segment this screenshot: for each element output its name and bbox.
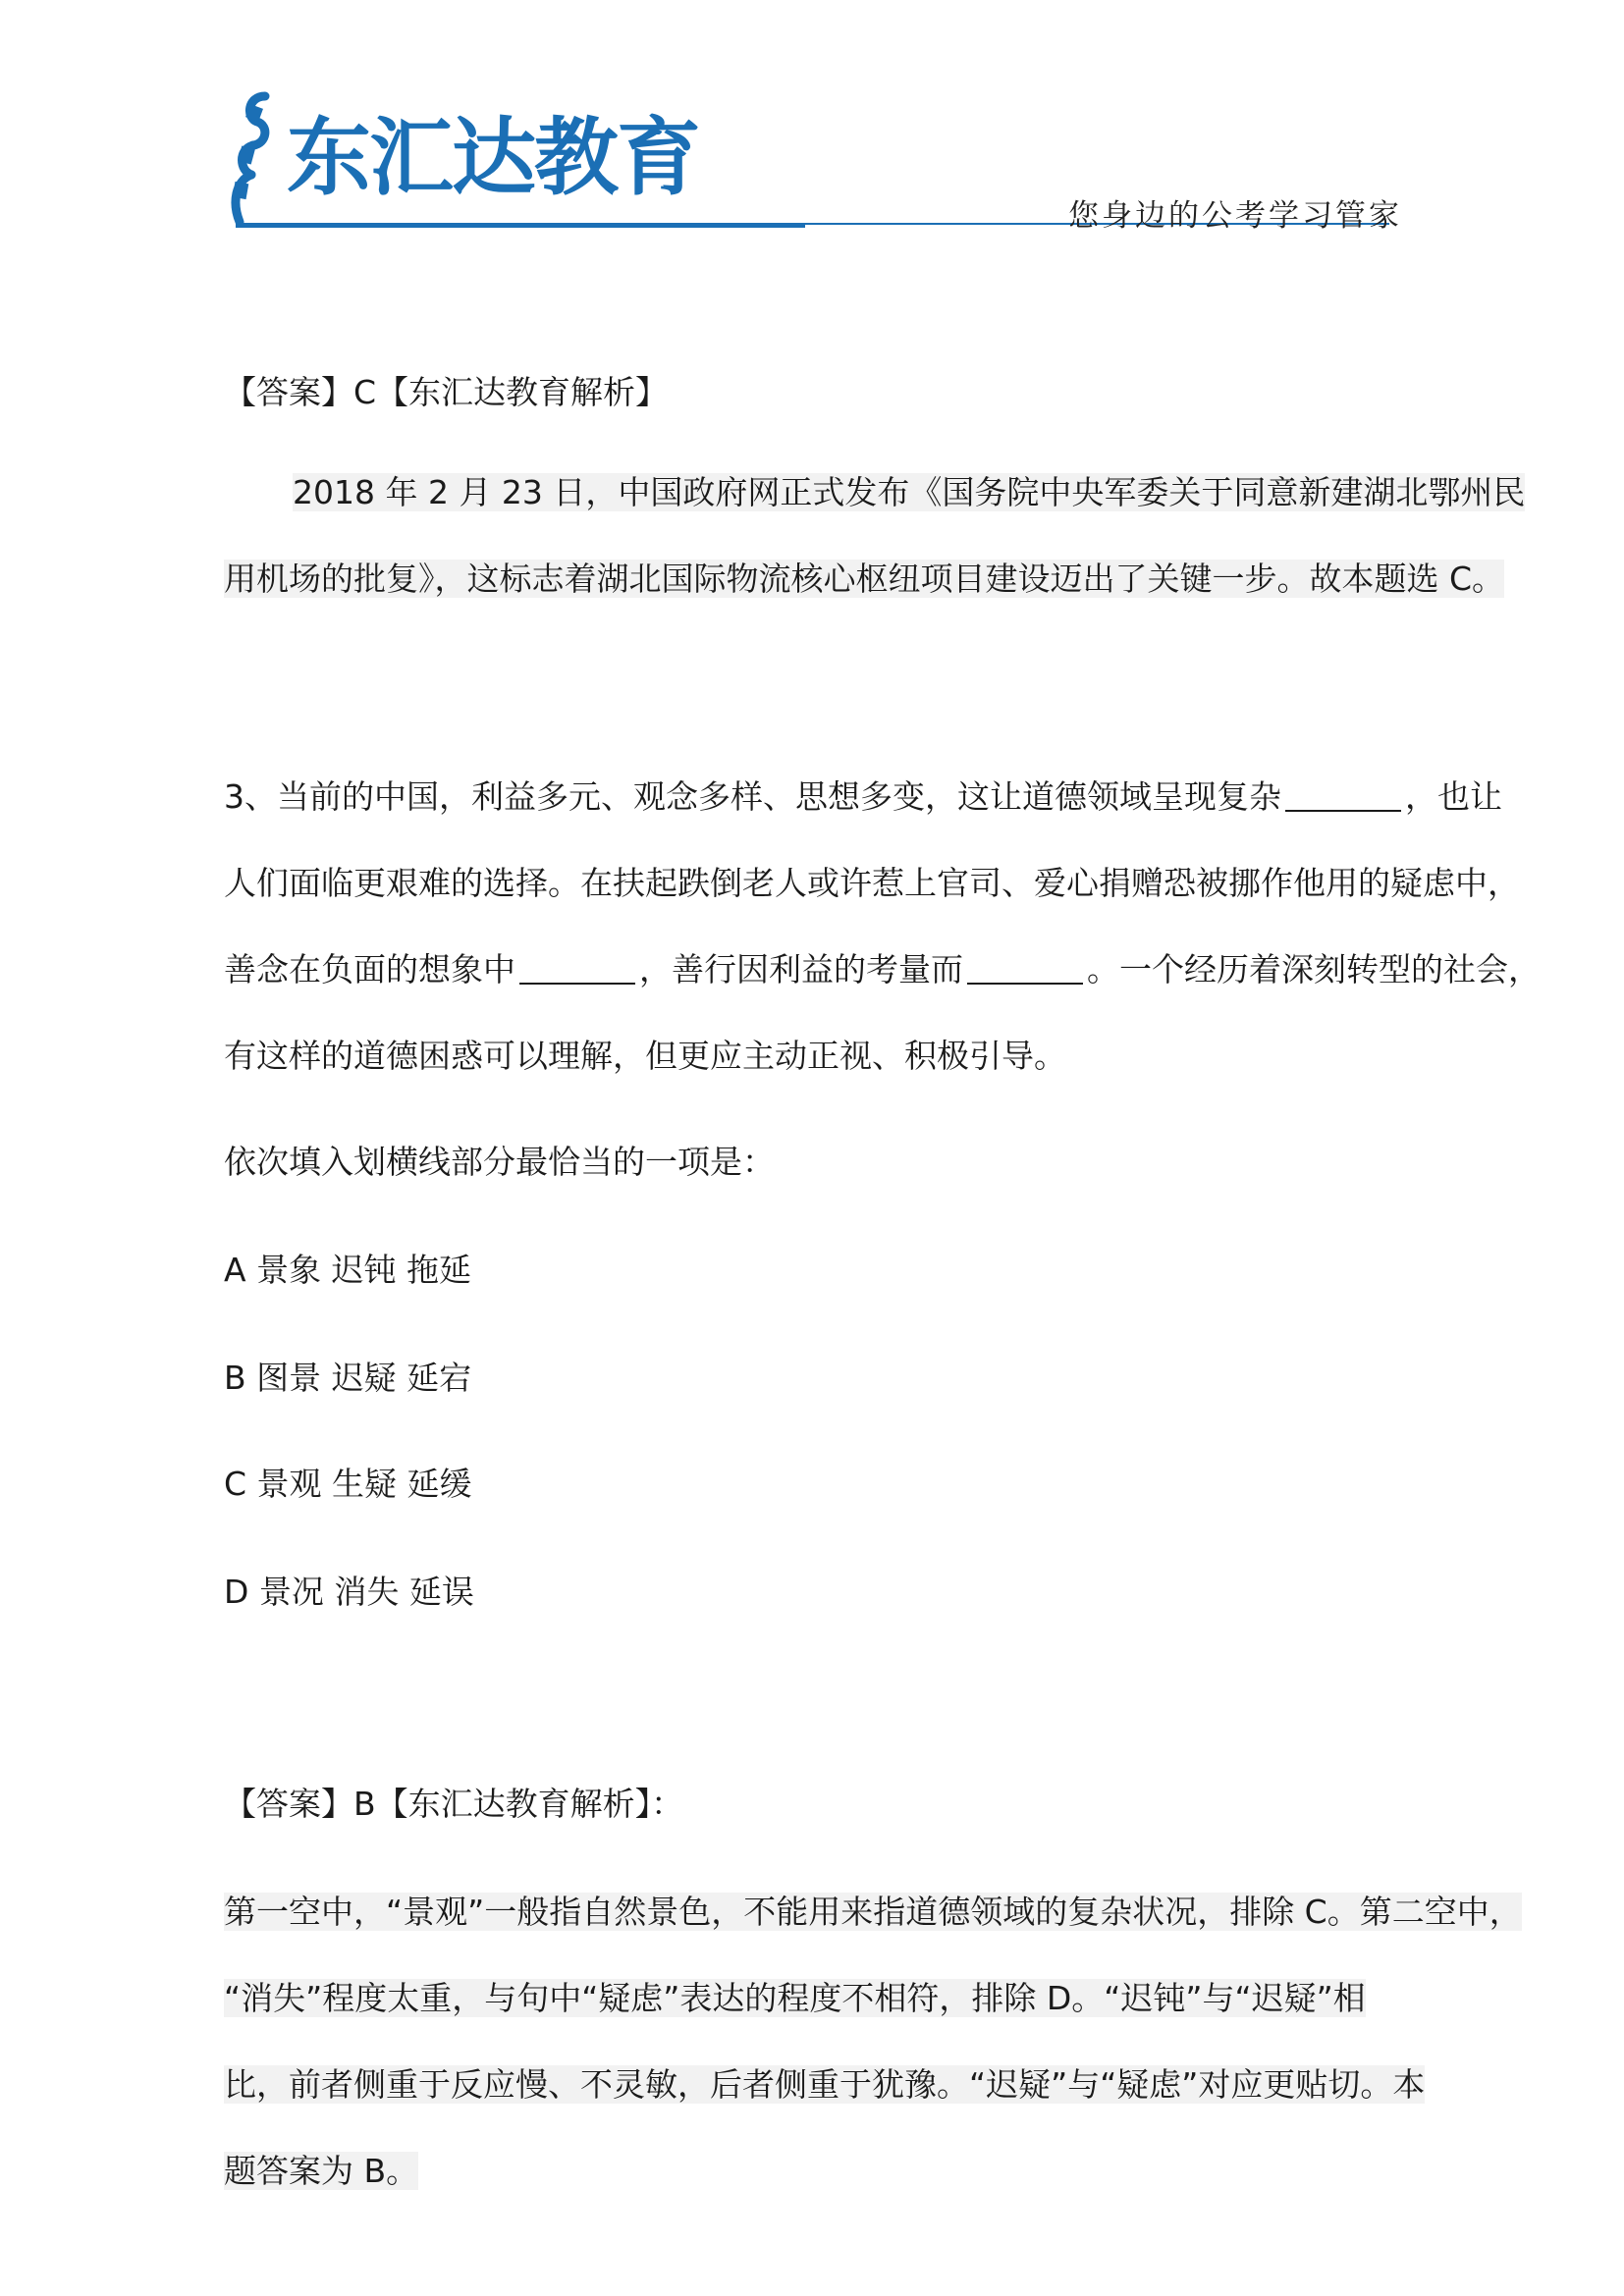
option-d: D 景况 消失 延误 (224, 1573, 474, 1611)
fill-blank-2 (519, 953, 635, 985)
header-tagline: 您身边的公考学习管家 (1068, 198, 1402, 234)
option-b: B 图景 迟疑 延宕 (224, 1359, 472, 1397)
explanation-paragraph-3 (224, 1891, 1526, 2193)
explanation-paragraph-1 (224, 471, 1526, 601)
explanation-line: 第一空中，“景观”一般指自然景色，不能用来指道德领域的复杂状况，排除 C。第二空中， (224, 1893, 1522, 1931)
document-header (0, 0, 1624, 255)
option-c: C 景观 生疑 延缓 (224, 1465, 472, 1503)
question-text: 人们面临更艰难的选择。在扶起跌倒老人或许惹上官司、爱心捐赠恐被挪作他用的疑虑中， (224, 864, 1520, 902)
pencil-logo-icon (218, 84, 287, 232)
explanation-line: 用机场的批复》，这标志着湖北国际物流核心枢纽项目建设迈出了关键一步。故本题选 C。 (224, 560, 1505, 598)
explanation-line: 2018 年 2 月 23 日，中国政府网正式发布《国务院中央军委关于同意新建湖北鄂州民 (293, 473, 1526, 511)
answer-heading-3: 【答案】B【东汇达教育解析】： (224, 1785, 684, 1823)
question-text: ，善行因利益的考量而 (639, 950, 963, 988)
answer-heading-1: 【答案】C【东汇达教育解析】 (224, 373, 669, 411)
fill-blank-1 (1285, 780, 1401, 812)
question-prompt: 依次填入划横线部分最恰当的一项是： (224, 1143, 775, 1181)
explanation-line: “消失”程度太重，与句中“疑虑”表达的程度不相符，排除 D。“迟钝”与“迟疑”相 (224, 1979, 1366, 2017)
question-text: ，也让 (1405, 777, 1502, 816)
fill-blank-3 (967, 953, 1083, 985)
explanation-line: 题答案为 B。 (224, 2152, 419, 2190)
question-text: 3、当前的中国，利益多元、观念多样、思想多变，这让道德领域呈现复杂 (224, 777, 1281, 816)
question-3-stem (224, 775, 1541, 1078)
explanation-line: 比，前者侧重于反应慢、不灵敏，后者侧重于犹豫。“迟疑”与“疑虑”对应更贴切。本 (224, 2065, 1426, 2104)
question-text: 善念在负面的想象中 (224, 950, 515, 988)
question-text: 。一个经历着深刻转型的社会， (1087, 950, 1541, 988)
question-text: 有这样的道德困惑可以理解，但更应主动正视、积极引导。 (224, 1037, 1066, 1075)
option-a: A 景象 迟钝 拖延 (224, 1251, 472, 1289)
brand-logo-text: 东汇达教育 (287, 109, 699, 207)
header-rule-thick (236, 224, 805, 228)
